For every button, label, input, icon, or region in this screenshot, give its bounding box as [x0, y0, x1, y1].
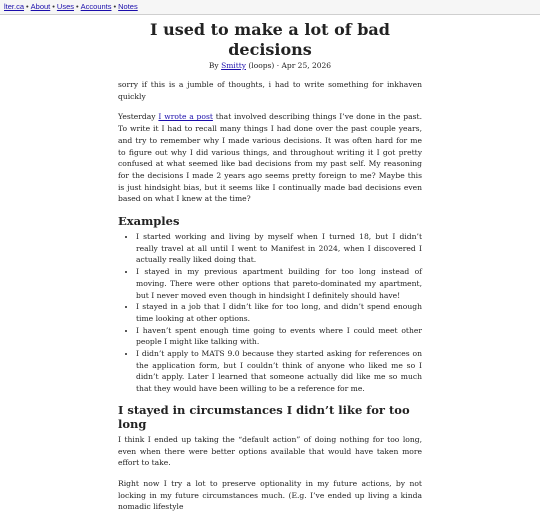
list-item: • I stayed in a job that I didn’t like for too long, and didn’t spend enough time looking at other options. [136, 301, 422, 324]
nav-link-uses[interactable]: Uses [56, 2, 74, 11]
section-heading: I stayed in circumstances I didn’t like for too long [118, 402, 410, 431]
byline [118, 61, 422, 71]
nav-separator: • [26, 2, 29, 11]
examples-list [118, 231, 422, 395]
post-date: Apr 25, 2026 [281, 61, 332, 70]
byline-prefix: By [208, 61, 219, 70]
intro-paragraph: sorry if this is a jumble of thoughts, i had to write something for inkhaven quickly [118, 80, 422, 101]
list-item: • I stayed in my previous apartment building for too long instead of moving. There were other options that pareto-dominated my apartment, but I never moved even though in hindsight I definitely should have! [136, 266, 422, 301]
nav-separator: • [76, 2, 79, 11]
author-link[interactable]: Smitty [221, 61, 246, 70]
nav-separator: • [52, 2, 55, 11]
p1-before: Yesterday [118, 112, 156, 122]
examples-heading: Examples [118, 214, 180, 229]
site-nav [0, 0, 540, 15]
paragraph-3: Right now I try a lot to preserve optionality in my future actions, by not locking in my future circumstances much. (E.g. I’ve ended up living a kinda nomadic lifestyle [118, 478, 422, 512]
nav-link-accounts[interactable]: Accounts [80, 2, 112, 11]
nav-link-about[interactable]: About [30, 2, 51, 11]
previous-post-link[interactable]: I wrote a post [158, 112, 213, 122]
p1-after: that involved describing things I’ve done in the past. To write it I had to recall many things I had done over the past couple years, and try to remember why I made various decisions. It was often hard for me to figure out why I did various things, and throughout writing it I got pretty confused at what seemed like bad decisions from my past self. My reasoning for the decisions I made 2 years ago seems pretty foreign to me? Maybe this is just hindsight bias, but it seems like I continually made bad decisions even based on what I knew at the time? [118, 112, 422, 204]
paragraph-2: I think I ended up taking the “default action” of doing nothing for too long, even when there were better options available that would have taken more effort to take. [118, 434, 422, 468]
author-handle: (loops) [248, 61, 275, 70]
list-item: • I haven’t spent enough time going to events where I could meet other people I might like talking with. [136, 325, 422, 348]
post-title: I used to make a lot of bad decisions [150, 20, 390, 59]
article [118, 14, 422, 522]
list-item: • I didn’t apply to MATS 9.0 because they started asking for references on the application form, but I couldn’t think of anyone who liked me so I didn’t apply. Later I learned that someone actually did like me so much that they would have been willing to be a reference for me. [136, 348, 422, 395]
list-item: • I started working and living by myself when I turned 18, but I didn’t really travel at all until I went to Manifest in 2024, when I discovered I actually really liked doing that. [136, 231, 422, 266]
nav-link-notes[interactable]: Notes [118, 2, 138, 11]
nav-link-home[interactable]: lter.ca [4, 2, 25, 11]
nav-separator: • [113, 2, 117, 11]
byline-separator: · [276, 61, 280, 70]
paragraph-1 [118, 111, 422, 205]
